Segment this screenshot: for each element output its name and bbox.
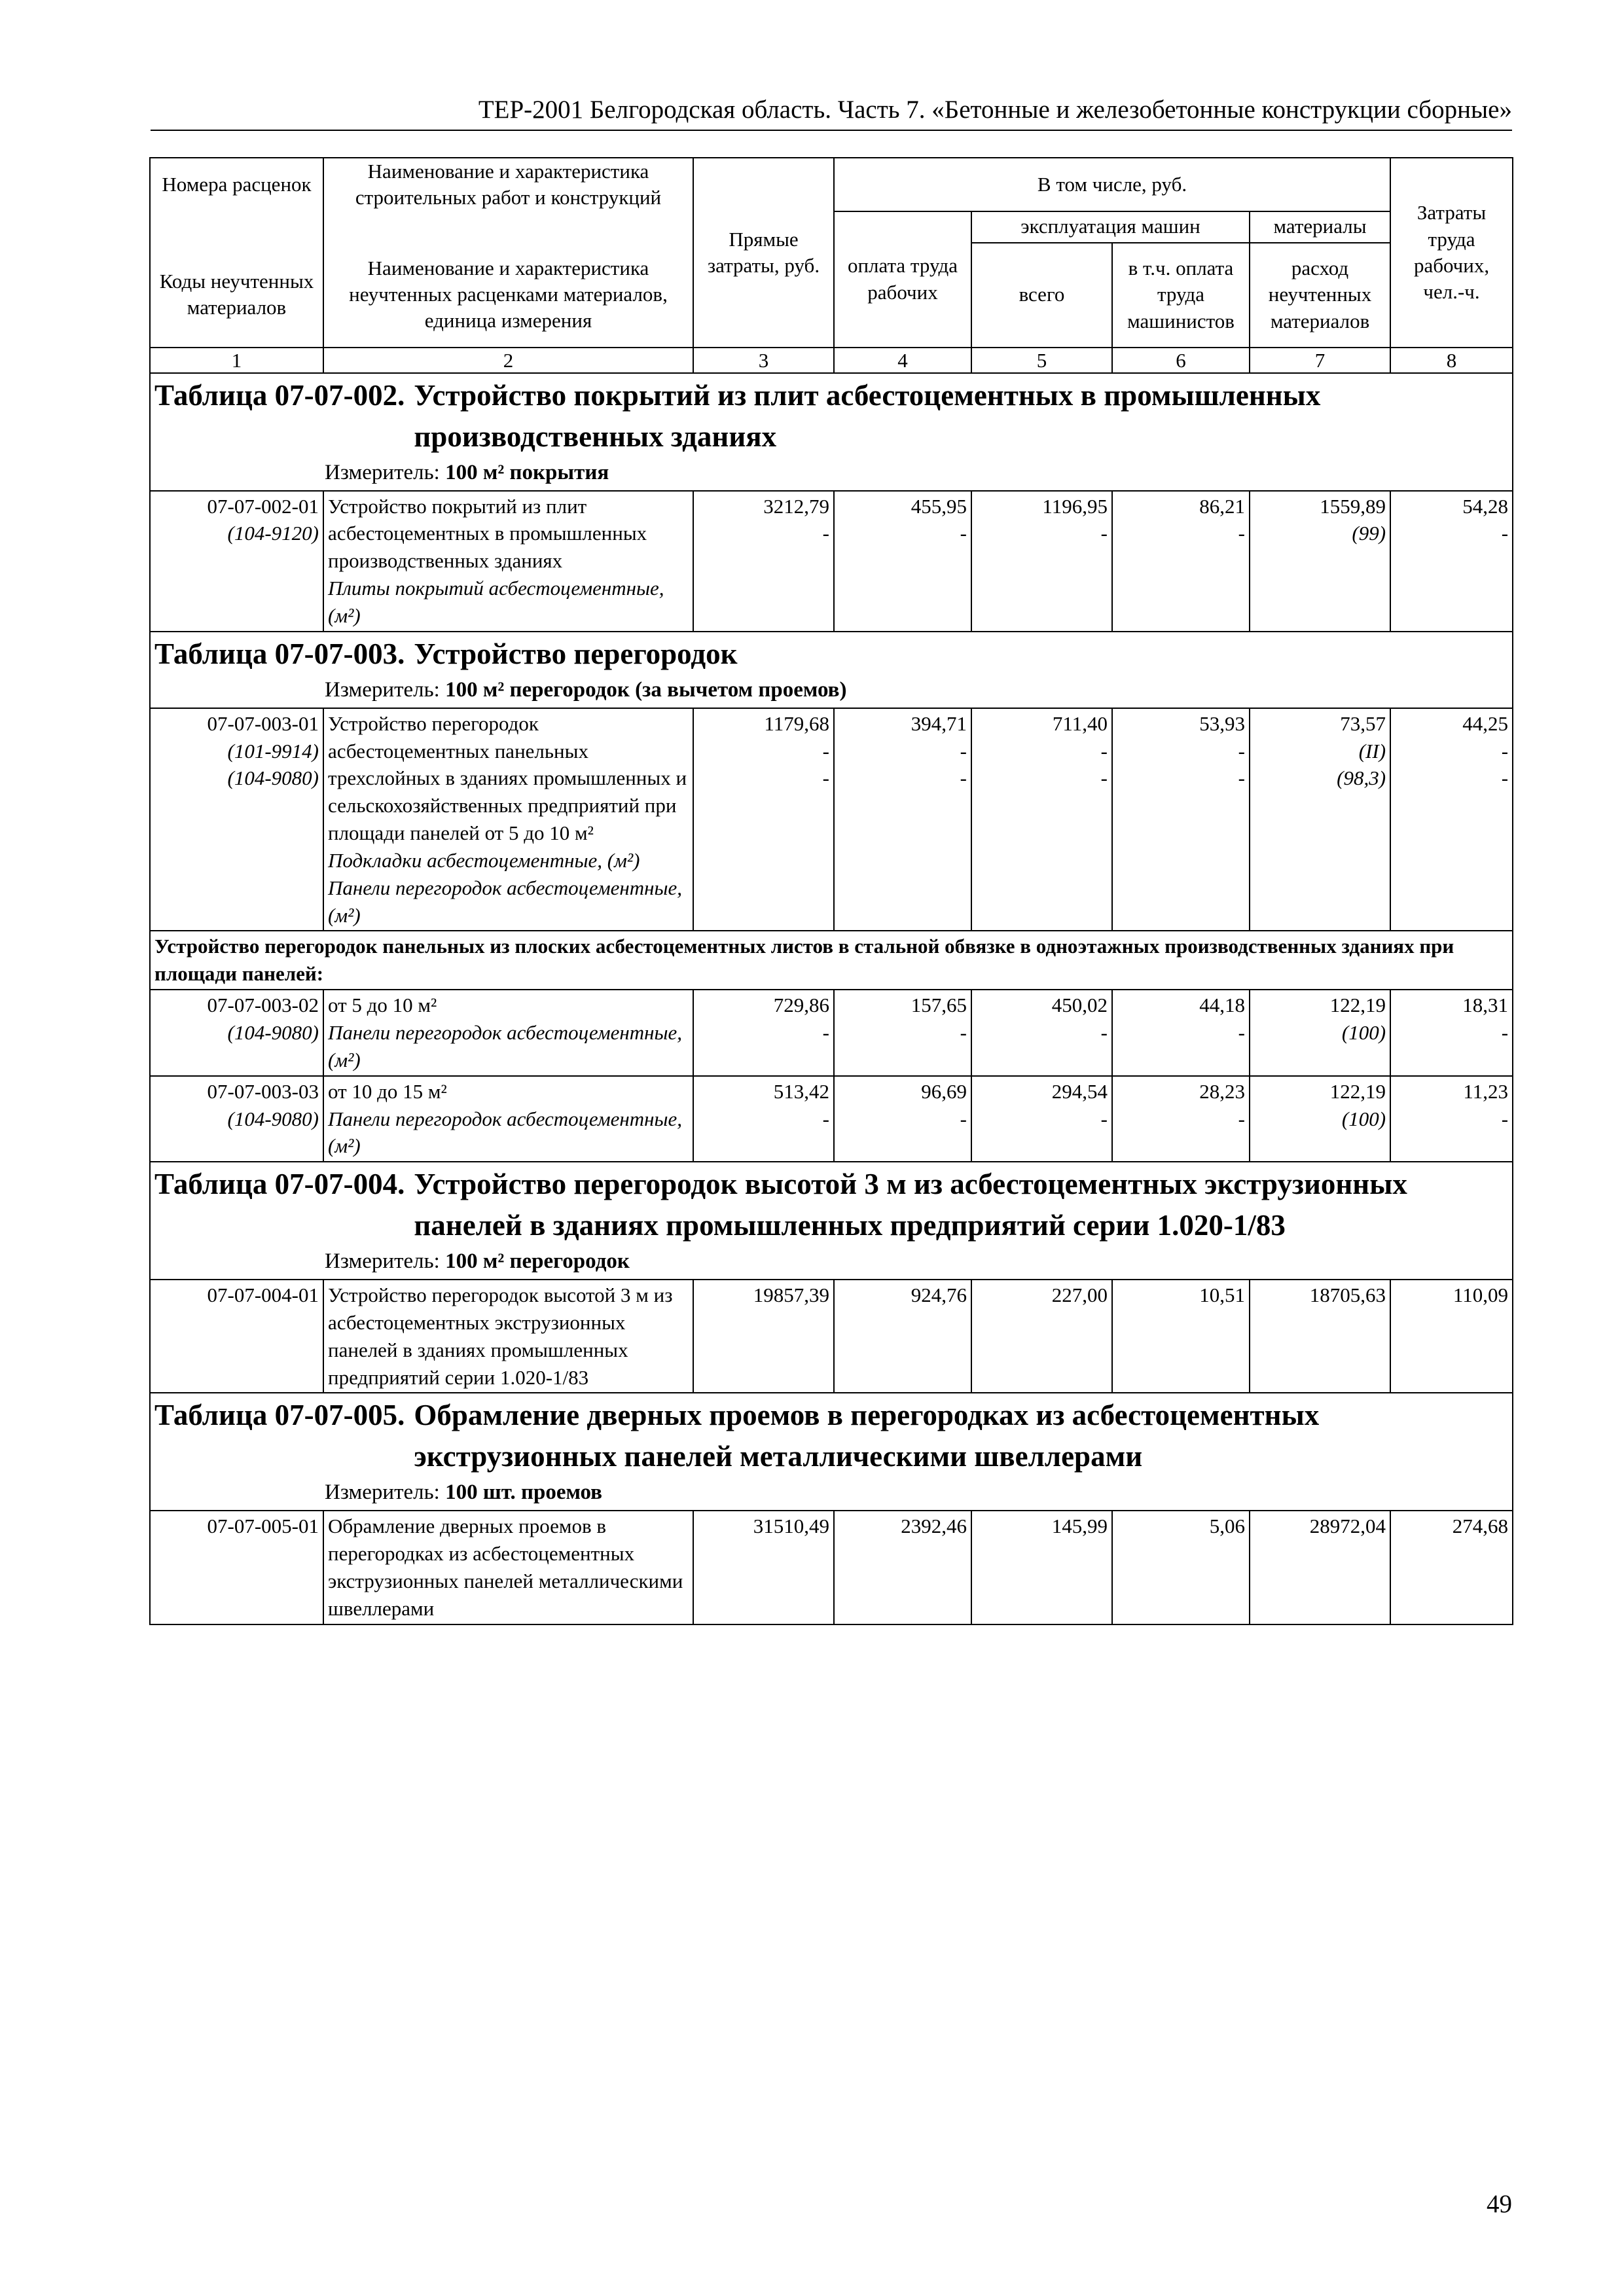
rate-value: 53,93 [1199, 711, 1245, 735]
material-name: Панели перегородок асбестоцементные, (м²) [328, 1020, 683, 1071]
header-machines-total: всего [971, 243, 1112, 348]
value-cell [1112, 708, 1250, 931]
column-index: 1 [150, 348, 323, 373]
material-value: - [960, 739, 967, 762]
rate-code-cell [150, 1280, 323, 1393]
value-cell [1390, 708, 1513, 931]
rate-value: 5,06 [1209, 1515, 1245, 1538]
section-title [154, 1395, 1508, 1477]
material-value: - [1501, 1107, 1509, 1130]
meter-line [154, 457, 1508, 489]
material-value: - [1501, 739, 1509, 762]
page-number: 49 [1487, 2190, 1512, 2218]
rate-value: 227,00 [1051, 1283, 1108, 1307]
header-materials: материалы [1250, 211, 1390, 243]
subheader-row [150, 931, 1513, 990]
material-value: - [960, 1020, 967, 1044]
rate-value: 18705,63 [1309, 1283, 1386, 1307]
header-rule [151, 130, 1512, 131]
section-header [150, 632, 1513, 708]
header-including: В том числе, руб. [834, 158, 1390, 211]
rate-value: 110,09 [1453, 1283, 1509, 1307]
section-header-row [150, 1162, 1513, 1280]
meter-label: Измеритель: [325, 677, 440, 702]
value-cell [1112, 1076, 1250, 1162]
rate-value: 96,69 [921, 1079, 967, 1103]
material-value: (98,3) [1337, 766, 1386, 790]
material-value: (99) [1352, 522, 1386, 545]
column-index: 5 [971, 348, 1112, 373]
rate-code: 07-07-002-01 [207, 494, 319, 518]
material-value: - [1501, 1020, 1509, 1044]
material-value: - [1100, 522, 1108, 545]
rate-value: 18,31 [1462, 994, 1509, 1017]
header-labor-costs: Затраты труда рабочих, чел.-ч. [1390, 158, 1513, 348]
value-cell [1250, 990, 1390, 1076]
material-value: - [822, 1107, 829, 1130]
table-number: Таблица 07-07-003. [154, 637, 405, 670]
header-machines: эксплуатация машин [971, 211, 1250, 243]
rate-row [150, 990, 1513, 1076]
material-value: - [1100, 1020, 1108, 1044]
value-cell [693, 708, 834, 931]
header-rate-no: Номера расценок [150, 158, 323, 211]
rate-value: 44,25 [1462, 711, 1509, 735]
material-value: - [960, 1107, 967, 1130]
work-name: Обрамление дверных проемов в перегородках из асбестоцементных экструзионных панелей металлическими швеллерами [328, 1515, 683, 1620]
value-cell [1390, 1280, 1513, 1393]
rate-name-cell [323, 1280, 693, 1393]
meter-line [154, 1246, 1508, 1278]
material-value: - [1238, 522, 1245, 545]
rate-value: 54,28 [1462, 494, 1509, 518]
rate-value: 122,19 [1329, 994, 1386, 1017]
value-cell [693, 491, 834, 632]
header-rate-no-cont [150, 211, 323, 243]
material-value: - [960, 522, 967, 545]
rate-value: 711,40 [1052, 711, 1108, 735]
table-title: Обрамление дверных проемов в перегородках из асбестоцементных экструзионных панелей металлическими швеллерами [414, 1399, 1320, 1473]
rate-value: 1559,89 [1320, 494, 1386, 518]
value-cell [1390, 1076, 1513, 1162]
header-labor-pay: оплата труда рабочих [834, 211, 971, 348]
rate-value: 44,18 [1199, 994, 1245, 1017]
value-cell [971, 1076, 1112, 1162]
rate-name-cell [323, 990, 693, 1076]
value-cell [1112, 491, 1250, 632]
rate-code: 07-07-003-02 [207, 994, 319, 1017]
rate-code-cell [150, 491, 323, 632]
rate-value: 1196,95 [1042, 494, 1108, 518]
section-header [150, 1162, 1513, 1280]
rate-name-cell [323, 1076, 693, 1162]
rate-row [150, 1511, 1513, 1624]
rate-value: 3212,79 [763, 494, 829, 518]
rate-row [150, 491, 1513, 632]
value-cell [1390, 990, 1513, 1076]
section-header-row [150, 373, 1513, 491]
material-value: - [1238, 739, 1245, 762]
rate-value: 1179,68 [764, 711, 829, 735]
rate-value: 28972,04 [1309, 1515, 1386, 1538]
column-index: 7 [1250, 348, 1390, 373]
table-title: Устройство покрытий из плит асбестоцементных в промышленных производственных зданиях [414, 378, 1321, 453]
rate-value: 394,71 [911, 711, 967, 735]
table-number: Таблица 07-07-005. [154, 1399, 405, 1432]
material-value: (100) [1341, 1107, 1386, 1130]
material-value: - [822, 739, 829, 762]
column-index: 4 [834, 348, 971, 373]
material-name: Подкладки асбестоцементные, (м²) [328, 848, 640, 872]
material-value: - [960, 766, 967, 790]
value-cell [1250, 1076, 1390, 1162]
meter-label: Измеритель: [325, 1249, 440, 1274]
rate-value: 11,23 [1463, 1079, 1509, 1103]
value-cell [834, 1511, 971, 1624]
material-value: - [822, 766, 829, 790]
rate-row [150, 1280, 1513, 1393]
value-cell [1250, 1280, 1390, 1393]
rate-value: 455,95 [911, 494, 967, 518]
material-value: - [822, 1020, 829, 1044]
work-name: от 5 до 10 м² [328, 994, 437, 1017]
value-cell [971, 1511, 1112, 1624]
value-cell [834, 1076, 971, 1162]
rate-value: 294,54 [1051, 1079, 1108, 1103]
column-index: 6 [1112, 348, 1250, 373]
material-code: (104-9080) [227, 766, 319, 790]
rate-code: 07-07-003-01 [207, 711, 319, 735]
section-header-row [150, 632, 1513, 708]
rate-row [150, 708, 1513, 931]
material-value: - [1100, 766, 1108, 790]
meter-value: 100 шт. проемов [445, 1480, 603, 1505]
value-cell [971, 990, 1112, 1076]
section-header-row [150, 1393, 1513, 1511]
value-cell [1250, 491, 1390, 632]
rate-value: 31510,49 [753, 1515, 829, 1538]
running-header: ТЕР-2001 Белгородская область. Часть 7. «Бетонные и железобетонные конструкции сборные» [478, 96, 1512, 124]
meter-label: Измеритель: [325, 460, 440, 484]
material-code: (104-9080) [227, 1020, 319, 1044]
material-value: - [1238, 766, 1245, 790]
rate-code: 07-07-005-01 [207, 1515, 319, 1538]
rate-value: 73,57 [1340, 711, 1386, 735]
value-cell [1112, 1280, 1250, 1393]
header-name: Наименование и характеристика строительных работ и конструкций [323, 158, 693, 211]
rate-code-cell [150, 708, 323, 931]
section-title [154, 1164, 1508, 1246]
column-index: 2 [323, 348, 693, 373]
header-materials-use: расход неучтенных материалов [1250, 243, 1390, 348]
table-title: Устройство перегородок [414, 637, 738, 670]
table-number: Таблица 07-07-004. [154, 1168, 405, 1201]
rate-code: 07-07-004-01 [207, 1283, 319, 1307]
rate-name-cell [323, 491, 693, 632]
material-value: - [1501, 766, 1509, 790]
value-cell [834, 1280, 971, 1393]
material-value: - [1100, 739, 1108, 762]
value-cell [1390, 1511, 1513, 1624]
column-index: 8 [1390, 348, 1513, 373]
value-cell [1250, 1511, 1390, 1624]
meter-value: 100 м² перегородок [445, 1249, 630, 1274]
value-cell [971, 708, 1112, 931]
rate-value: 450,02 [1051, 994, 1108, 1017]
material-value: (100) [1341, 1020, 1386, 1044]
value-cell [971, 1280, 1112, 1393]
rate-code-cell [150, 1076, 323, 1162]
material-value: (II) [1358, 739, 1386, 762]
work-name: Устройство перегородок асбестоцементных панельных трехслойных в зданиях промышленных и сельскохозяйственных предприятий при площади панелей от 5 до 10 м² [328, 711, 687, 845]
header-machinist-pay: в т.ч. оплата труда машинистов [1112, 243, 1250, 348]
rate-code-cell [150, 990, 323, 1076]
material-value: - [822, 522, 829, 545]
rate-code-cell [150, 1511, 323, 1624]
meter-label: Измеритель: [325, 1480, 440, 1505]
rate-value: 924,76 [911, 1283, 967, 1307]
value-cell [1112, 1511, 1250, 1624]
rate-value: 274,68 [1452, 1515, 1509, 1538]
rate-value: 513,42 [773, 1079, 829, 1103]
material-value: - [1238, 1020, 1245, 1044]
rate-value: 157,65 [911, 994, 967, 1017]
meter-line [154, 675, 1508, 706]
material-value: - [1238, 1107, 1245, 1130]
column-index: 3 [693, 348, 834, 373]
section-title [154, 375, 1508, 457]
material-name: Плиты покрытий асбестоцементные, (м²) [328, 577, 664, 627]
rate-value: 19857,39 [753, 1283, 829, 1307]
rate-value: 145,99 [1051, 1515, 1108, 1538]
value-cell [693, 1511, 834, 1624]
rate-code: 07-07-003-03 [207, 1079, 319, 1103]
table-title: Устройство перегородок высотой 3 м из асбестоцементных экструзионных панелей в зданиях промышленных предприятий серии 1.020-1/83 [414, 1168, 1407, 1242]
value-cell [693, 990, 834, 1076]
rate-value: 2392,46 [901, 1515, 967, 1538]
rate-value: 28,23 [1199, 1079, 1245, 1103]
meter-line [154, 1477, 1508, 1509]
material-name: Панели перегородок асбестоцементные, (м²) [328, 1107, 683, 1158]
meter-value: 100 м² перегородок (за вычетом проемов) [445, 677, 847, 702]
material-code: (101-9914) [227, 739, 319, 762]
rate-name-cell [323, 708, 693, 931]
meter-value: 100 м² покрытия [445, 460, 609, 484]
material-code: (104-9080) [227, 1107, 319, 1130]
value-cell [834, 708, 971, 931]
value-cell [693, 1280, 834, 1393]
rate-row [150, 1076, 1513, 1162]
material-code: (104-9120) [227, 522, 319, 545]
value-cell [1112, 990, 1250, 1076]
rate-name-cell [323, 1511, 693, 1624]
subheader: Устройство перегородок панельных из плоских асбестоцементных листов в стальной обвязке в одноэтажных производственных зданиях при площади панелей: [150, 931, 1513, 990]
estimate-table [149, 157, 1513, 1625]
section-header [150, 373, 1513, 491]
value-cell [834, 491, 971, 632]
rate-value: 86,21 [1199, 494, 1245, 518]
rate-value: 122,19 [1329, 1079, 1386, 1103]
value-cell [693, 1076, 834, 1162]
header-name-materials: Наименование и характеристика неучтенных расценками материалов, единица измерения [323, 243, 693, 348]
work-name: Устройство перегородок высотой 3 м из асбестоцементных экструзионных панелей в зданиях промышленных предприятий серии 1.020-1/83 [328, 1283, 673, 1389]
rate-value: 10,51 [1199, 1283, 1245, 1307]
table-number: Таблица 07-07-002. [154, 378, 405, 412]
material-name: Панели перегородок асбестоцементные, (м²) [328, 876, 683, 927]
material-value: - [1100, 1107, 1108, 1130]
header-direct-costs: Прямые затраты, руб. [693, 158, 834, 348]
work-name: Устройство покрытий из плит асбестоцементных в промышленных производственных зданиях [328, 494, 647, 573]
material-value: - [1501, 522, 1509, 545]
value-cell [1250, 708, 1390, 931]
section-title [154, 634, 1508, 675]
header-codes: Коды неучтенных материалов [150, 243, 323, 348]
header-name-cont [323, 211, 693, 243]
work-name: от 10 до 15 м² [328, 1079, 447, 1103]
rate-value: 729,86 [773, 994, 829, 1017]
value-cell [1390, 491, 1513, 632]
value-cell [834, 990, 971, 1076]
section-header [150, 1393, 1513, 1511]
value-cell [971, 491, 1112, 632]
